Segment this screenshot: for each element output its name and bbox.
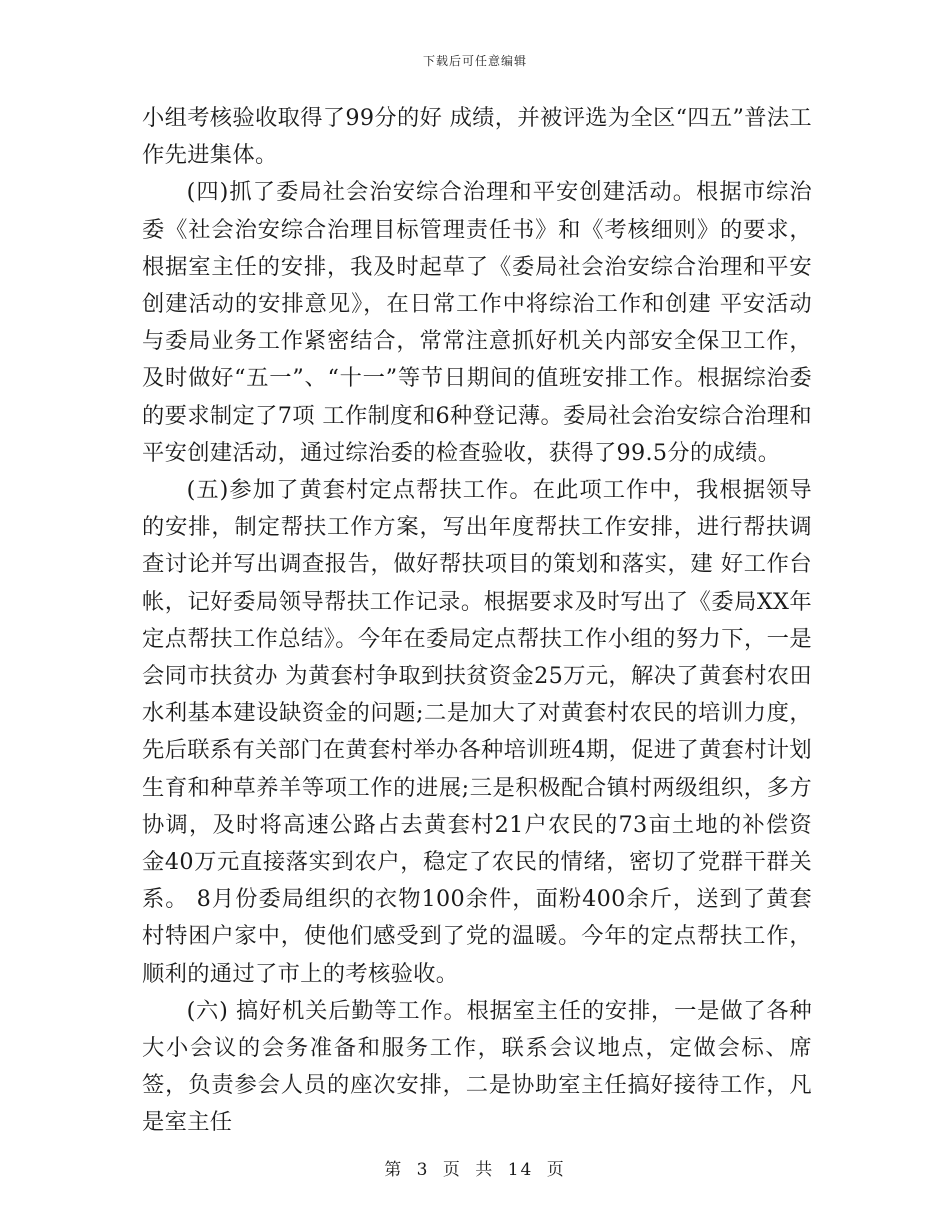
paragraph-section-6: (六) 搞好机关后勤等工作。根据室主任的安排，一是做了各种大小会议的会务准备和服务工作，联系会议地点，定做会标、席签，负责参会人员的座次安排，二是协助室主任搞好接待工作，凡是室主任 (142, 997, 812, 1136)
document-body (142, 100, 812, 1142)
page-header-note: 下载后可任意编辑 (422, 54, 527, 68)
paragraph-continued: 小组考核验收取得了99分的好 成绩，并被评选为全区“四五”普法工作先进集体。 (142, 105, 812, 169)
paragraph-section-4: (四)抓了委局社会治安综合治理和平安创建活动。根据市综治委《社会治安综合治理目标管理责任书》和《考核细则》的要求，根据室主任的安排，我及时起草了《委局社会治安综合治理和平安创建活动的安排意见》，在日常工作中将综治工作和创建 平安活动与委局业务工作紧密结合，常常注意抓好机关内部安全保卫工作，及时做好“五一”、“十一”等节日期间的值班安排工作。根据综治委的要求制定了7项 工作制度和6种登记薄。委局社会治安综合治理和平安创建活动，通过综治委的检查验收，获得了99.5分的成绩。 (142, 179, 812, 466)
page-number-footer: 第 3 页 共 14 页 (384, 1160, 566, 1180)
paragraph-section-5: (五)参加了黄套村定点帮扶工作。在此项工作中，我根据领导的安排，制定帮扶工作方案，写出年度帮扶工作安排，进行帮扶调查讨论并写出调查报告，做好帮扶项目的策划和落实，建 好工作台帐，记好委局领导帮扶工作记录。根据要求及时写出了《委局XX年定点帮扶工作总结》。今年在委局定点帮扶工作小组的努力下，一是会同市扶贫办 为黄套村争取到扶贫资金25万元，解决了黄套村农田水利基本建设缺资金的问题;二是加大了对黄套村农民的培训力度，先后联系有关部门在黄套村举办各种培训班4期，促进了黄套村计划生育和种草养羊等项工作的进展;三是积极配合镇村两级组织，多方协调，及时将高速公路占去黄套村21户农民的73亩土地的补偿资 金40万元直接落实到农户，稳定了农民的情绪，密切了党群干群关系。 8月份委局组织的衣物100余件，面粉400余斤，送到了黄套村特困户家中，使他们感受到了党的温暖。今年的定点帮扶工作，顺利的通过了市上的考核验收。 (142, 477, 812, 987)
